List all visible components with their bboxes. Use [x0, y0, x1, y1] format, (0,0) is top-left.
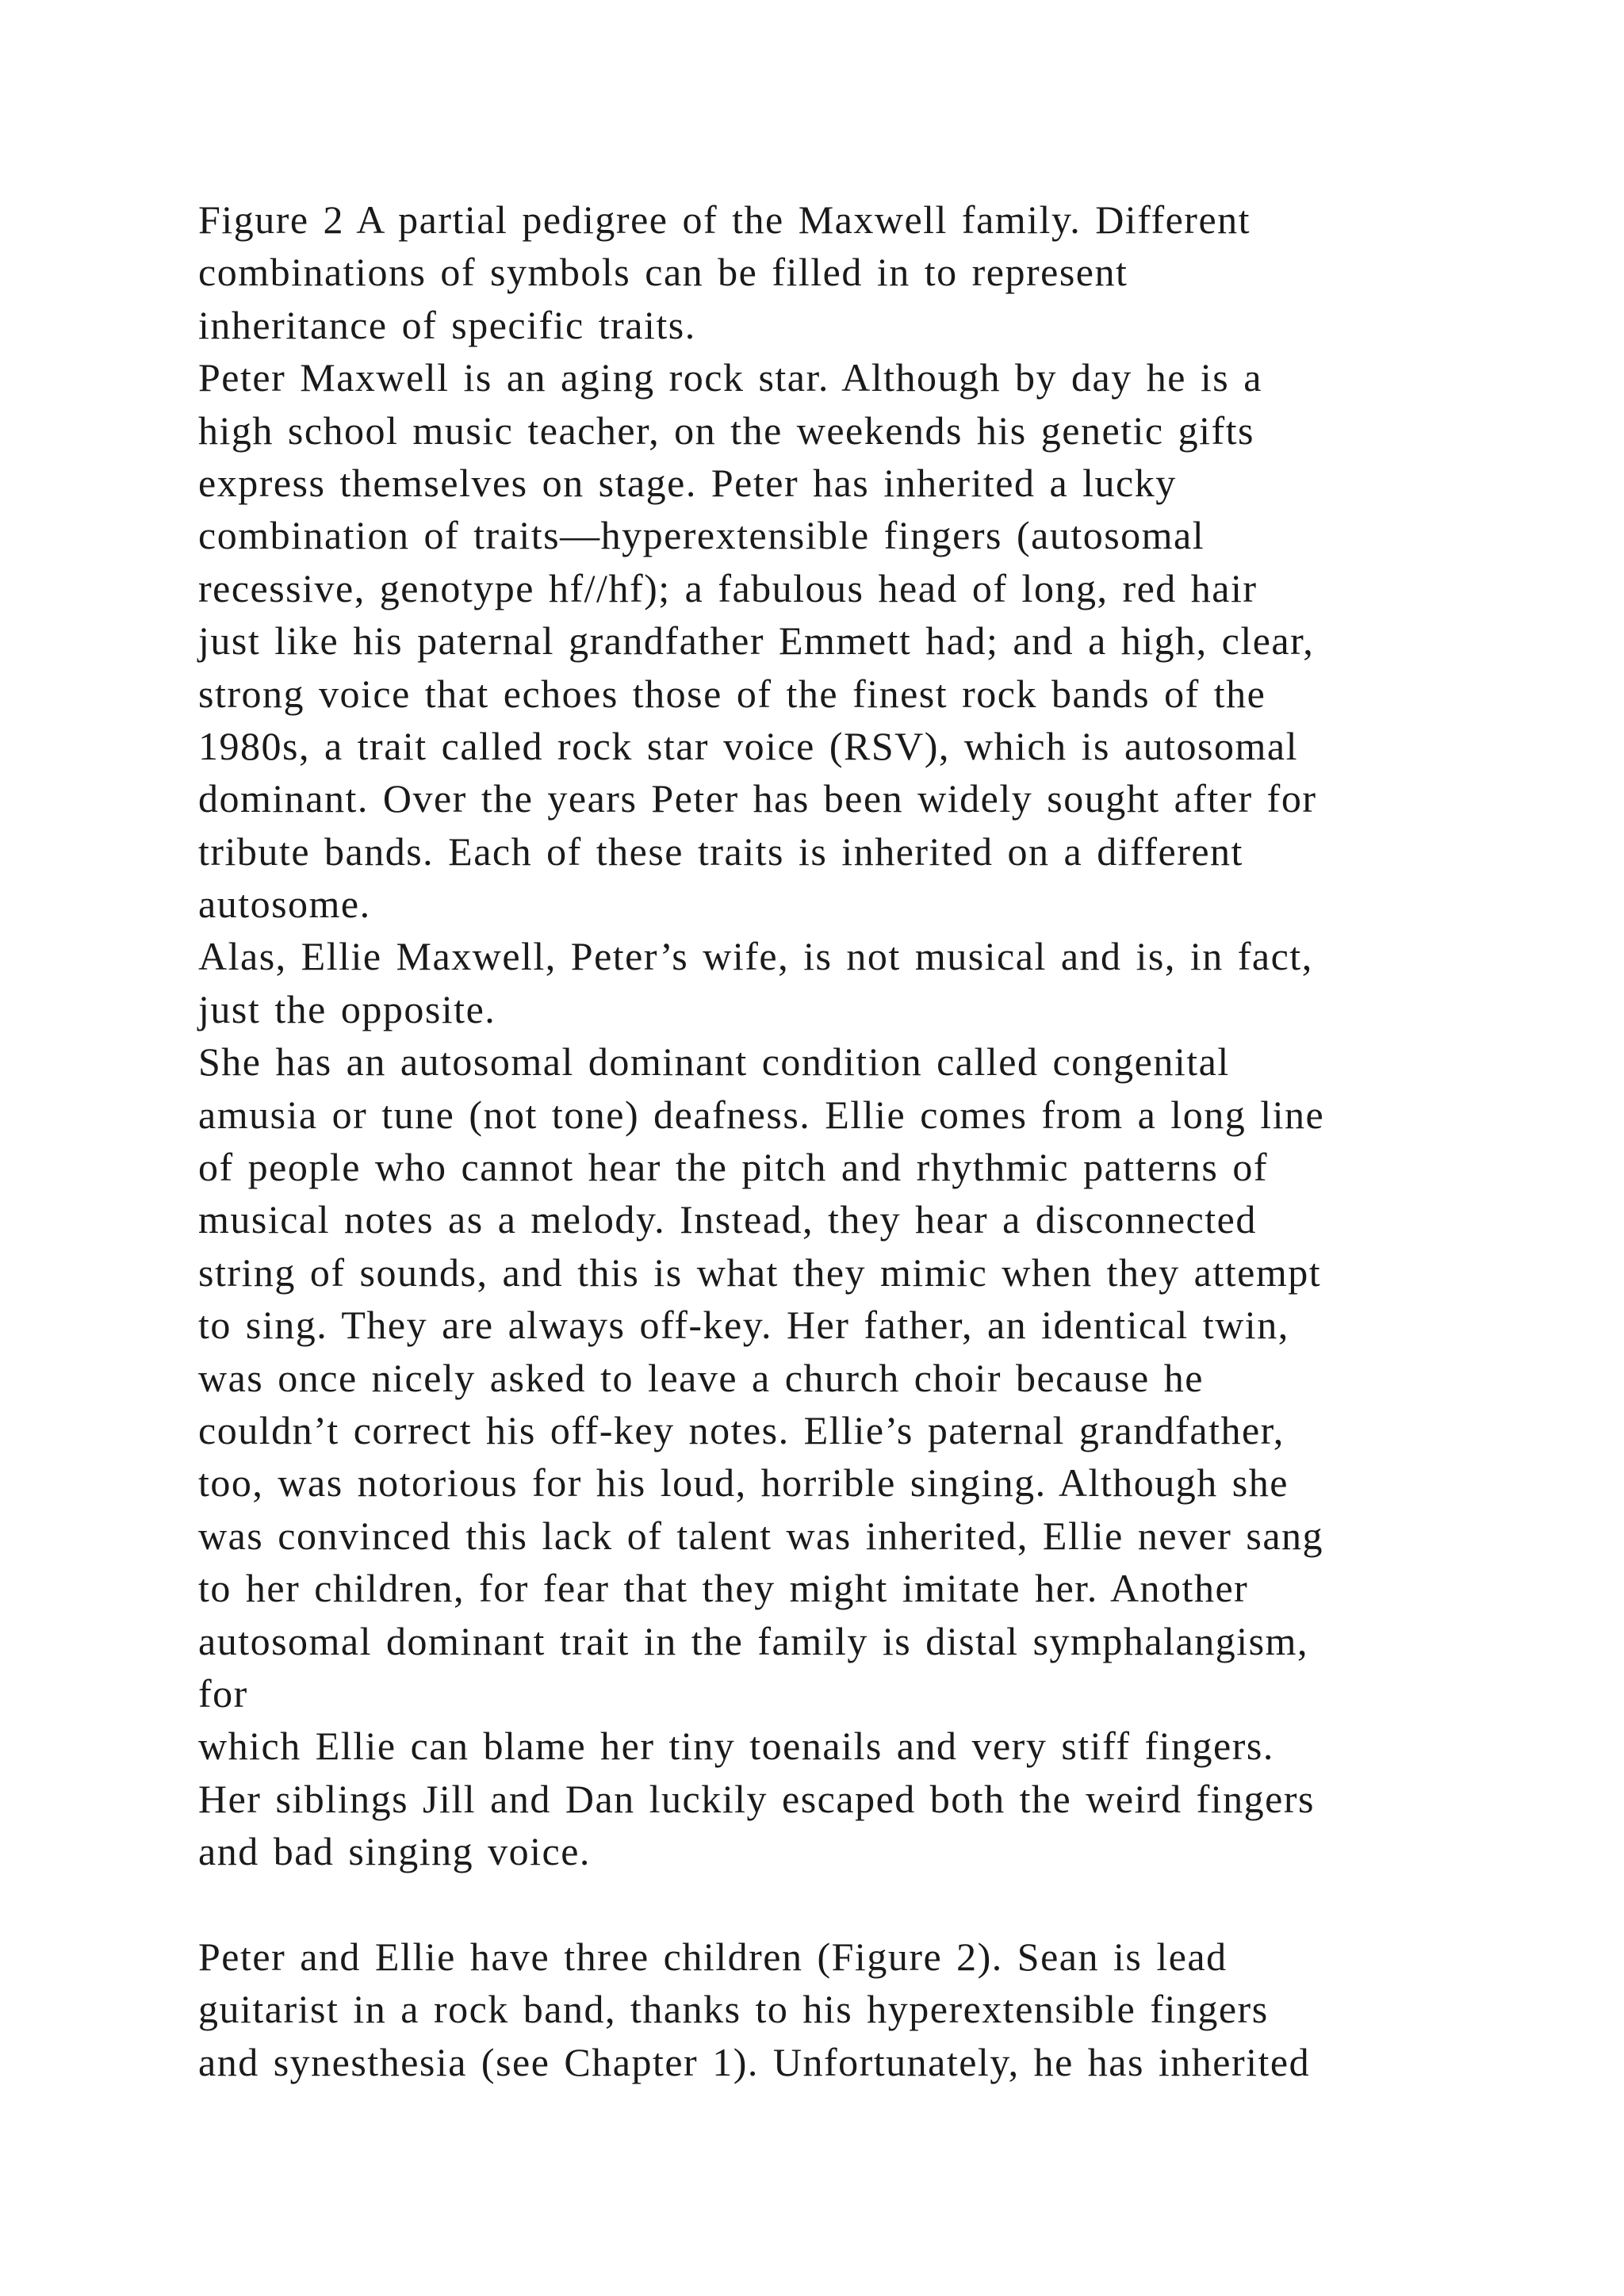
- text-line: Peter and Ellie have three children (Figure 2). Sean is lead: [198, 1934, 1228, 1979]
- text-line: musical notes as a melody. Instead, they hear a disconnected: [198, 1197, 1257, 1242]
- text-line: 1980s, a trait called rock star voice (RSV), which is autosomal: [198, 723, 1298, 768]
- text-line: amusia or tune (not tone) deafness. Ellie comes from a long line: [198, 1092, 1325, 1137]
- text-line: which Ellie can blame her tiny toenails and very stiff fingers.: [198, 1724, 1274, 1769]
- text-line: and bad singing voice.: [198, 1829, 591, 1874]
- text-line: and synesthesia (see Chapter 1). Unfortunately, he has inherited: [198, 2039, 1311, 2084]
- text-line: Peter Maxwell is an aging rock star. Although by day he is a: [198, 355, 1262, 400]
- text-line: tribute bands. Each of these traits is inherited on a different: [198, 828, 1243, 874]
- text-line: too, was notorious for his loud, horrible singing. Although she: [198, 1460, 1289, 1506]
- text-line: autosome.: [198, 882, 371, 927]
- text-line: to her children, for fear that they might imitate her. Another: [198, 1566, 1249, 1611]
- text-line: She has an autosomal dominant condition called congenital: [198, 1039, 1230, 1085]
- text-line: just like his paternal grandfather Emmett had; and a high, clear,: [198, 618, 1315, 664]
- text-line: combination of traits—hyperextensible fingers (autosomal: [198, 513, 1205, 558]
- text-line: was convinced this lack of talent was inherited, Ellie never sang: [198, 1513, 1324, 1558]
- text-line: strong voice that echoes those of the finest rock bands of the: [198, 671, 1266, 716]
- text-line: Her siblings Jill and Dan luckily escaped both the weird fingers: [198, 1776, 1315, 1821]
- text-line: dominant. Over the years Peter has been widely sought after for: [198, 776, 1317, 821]
- text-line: of people who cannot hear the pitch and rhythmic patterns of: [198, 1145, 1269, 1190]
- text-line: for: [198, 1670, 248, 1716]
- document-body: [198, 193, 1435, 2088]
- text-line: to sing. They are always off-key. Her father, an identical twin,: [198, 1303, 1289, 1348]
- text-line: autosomal dominant trait in the family is distal symphalangism,: [198, 1618, 1308, 1663]
- text-line: couldn’t correct his off-key notes. Ellie’s paternal grandfather,: [198, 1407, 1285, 1452]
- text-line: inheritance of specific traits.: [198, 302, 696, 347]
- paragraph-gap: [198, 1878, 1435, 1931]
- text-line: Figure 2 A partial pedigree of the Maxwell family. Different: [198, 197, 1251, 242]
- text-line: combinations of symbols can be filled in to represent: [198, 250, 1128, 295]
- text-line: express themselves on stage. Peter has inherited a lucky: [198, 460, 1177, 505]
- text-line: Alas, Ellie Maxwell, Peter’s wife, is not musical and is, in fact,: [198, 934, 1313, 979]
- text-line: recessive, genotype hf//hf); a fabulous head of long, red hair: [198, 565, 1258, 610]
- text-line: was once nicely asked to leave a church choir because he: [198, 1355, 1204, 1400]
- text-line: guitarist in a rock band, thanks to his hyperextensible fingers: [198, 1987, 1269, 2032]
- text-line: just the opposite.: [198, 986, 496, 1031]
- text-line: string of sounds, and this is what they mimic when they attempt: [198, 1249, 1322, 1295]
- text-line: high school music teacher, on the weekends his genetic gifts: [198, 408, 1255, 453]
